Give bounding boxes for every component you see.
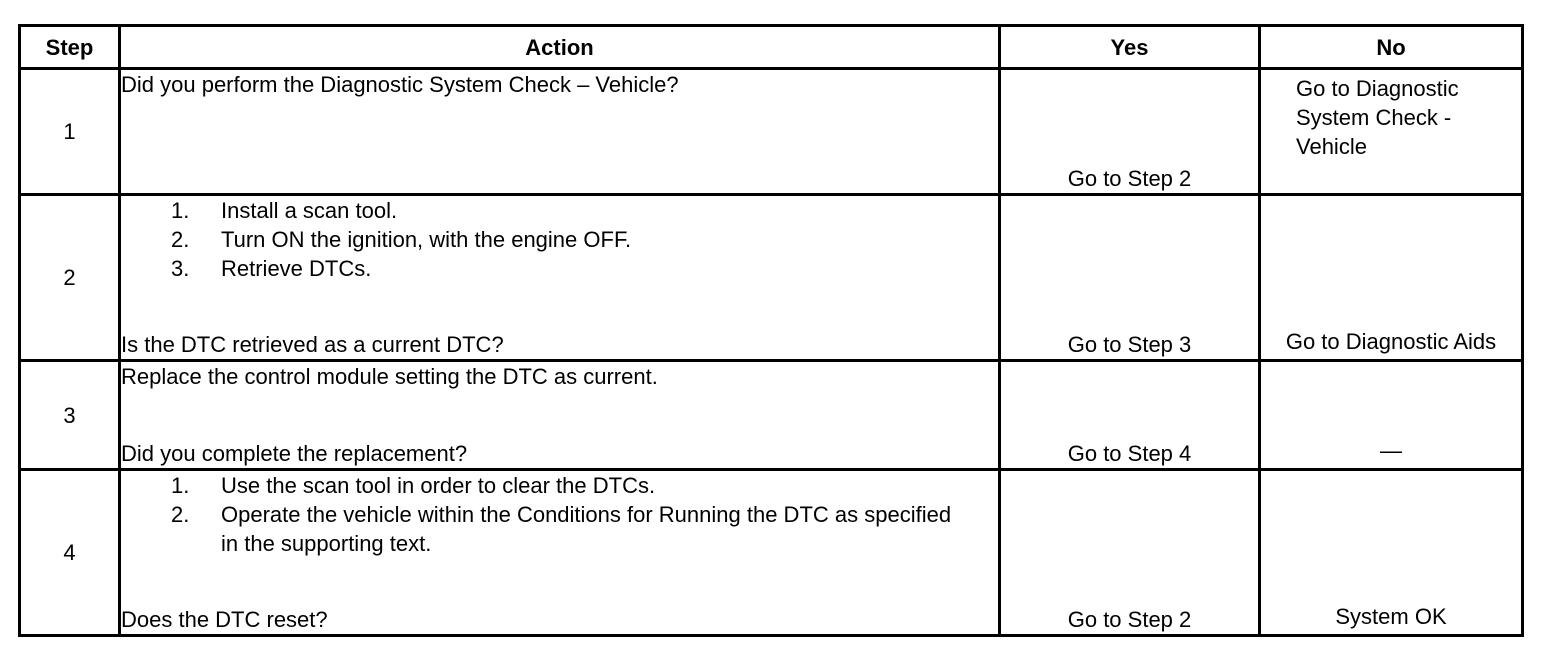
header-yes: Yes [1000, 26, 1260, 69]
no-cell: Go to Diagnostic Aids [1260, 195, 1523, 361]
step-number: 1 [20, 69, 120, 195]
list-item [171, 500, 998, 558]
action-cell [120, 195, 1000, 361]
yes-cell: Go to Step 4 [1000, 361, 1260, 470]
action-instruction: Replace the control module setting the DTC as current. [121, 364, 658, 389]
list-item-text: Operate the vehicle within the Conditions for Running the DTC as specified in the supporting text. [221, 502, 952, 556]
yes-cell: Go to Step 2 [1000, 69, 1260, 195]
list-item-text: Retrieve DTCs. [221, 256, 372, 281]
table-row [20, 361, 1523, 470]
table-row [20, 470, 1523, 636]
list-item-text: Install a scan tool. [221, 198, 398, 223]
action-cell [120, 361, 1000, 470]
list-item [171, 225, 998, 254]
list-item-text: Turn ON the ignition, with the engine OFF. [221, 227, 632, 252]
diagnostic-table [18, 24, 1524, 637]
action-list [121, 471, 998, 558]
list-item [171, 196, 998, 225]
header-no: No [1260, 26, 1523, 69]
list-item-number: 3. [171, 256, 190, 281]
yes-cell: Go to Step 2 [1000, 470, 1260, 636]
no-cell: System OK [1260, 470, 1523, 636]
step-number: 3 [20, 361, 120, 470]
header-row [20, 26, 1523, 69]
list-item-number: 2. [171, 502, 190, 527]
list-item-number: 2. [171, 227, 190, 252]
action-cell [120, 69, 1000, 195]
action-question: Did you complete the replacement? [121, 441, 468, 466]
list-item-number: 1. [171, 198, 190, 223]
list-item [171, 254, 998, 283]
step-number: 4 [20, 470, 120, 636]
yes-cell: Go to Step 3 [1000, 195, 1260, 361]
list-item [171, 471, 998, 500]
no-text: Go to Diagnostic System Check - Vehicle [1296, 76, 1459, 159]
action-list [121, 196, 998, 283]
header-action: Action [120, 26, 1000, 69]
table-row [20, 195, 1523, 361]
action-cell [120, 470, 1000, 636]
no-cell: — [1260, 361, 1523, 470]
list-item-text: Use the scan tool in order to clear the DTCs. [221, 473, 656, 498]
list-item-number: 1. [171, 473, 190, 498]
action-question: Did you perform the Diagnostic System Check – Vehicle? [121, 72, 679, 97]
no-cell [1260, 69, 1523, 195]
action-question: Is the DTC retrieved as a current DTC? [121, 332, 504, 357]
action-question: Does the DTC reset? [121, 607, 328, 632]
step-number: 2 [20, 195, 120, 361]
header-step: Step [20, 26, 120, 69]
table-row [20, 69, 1523, 195]
